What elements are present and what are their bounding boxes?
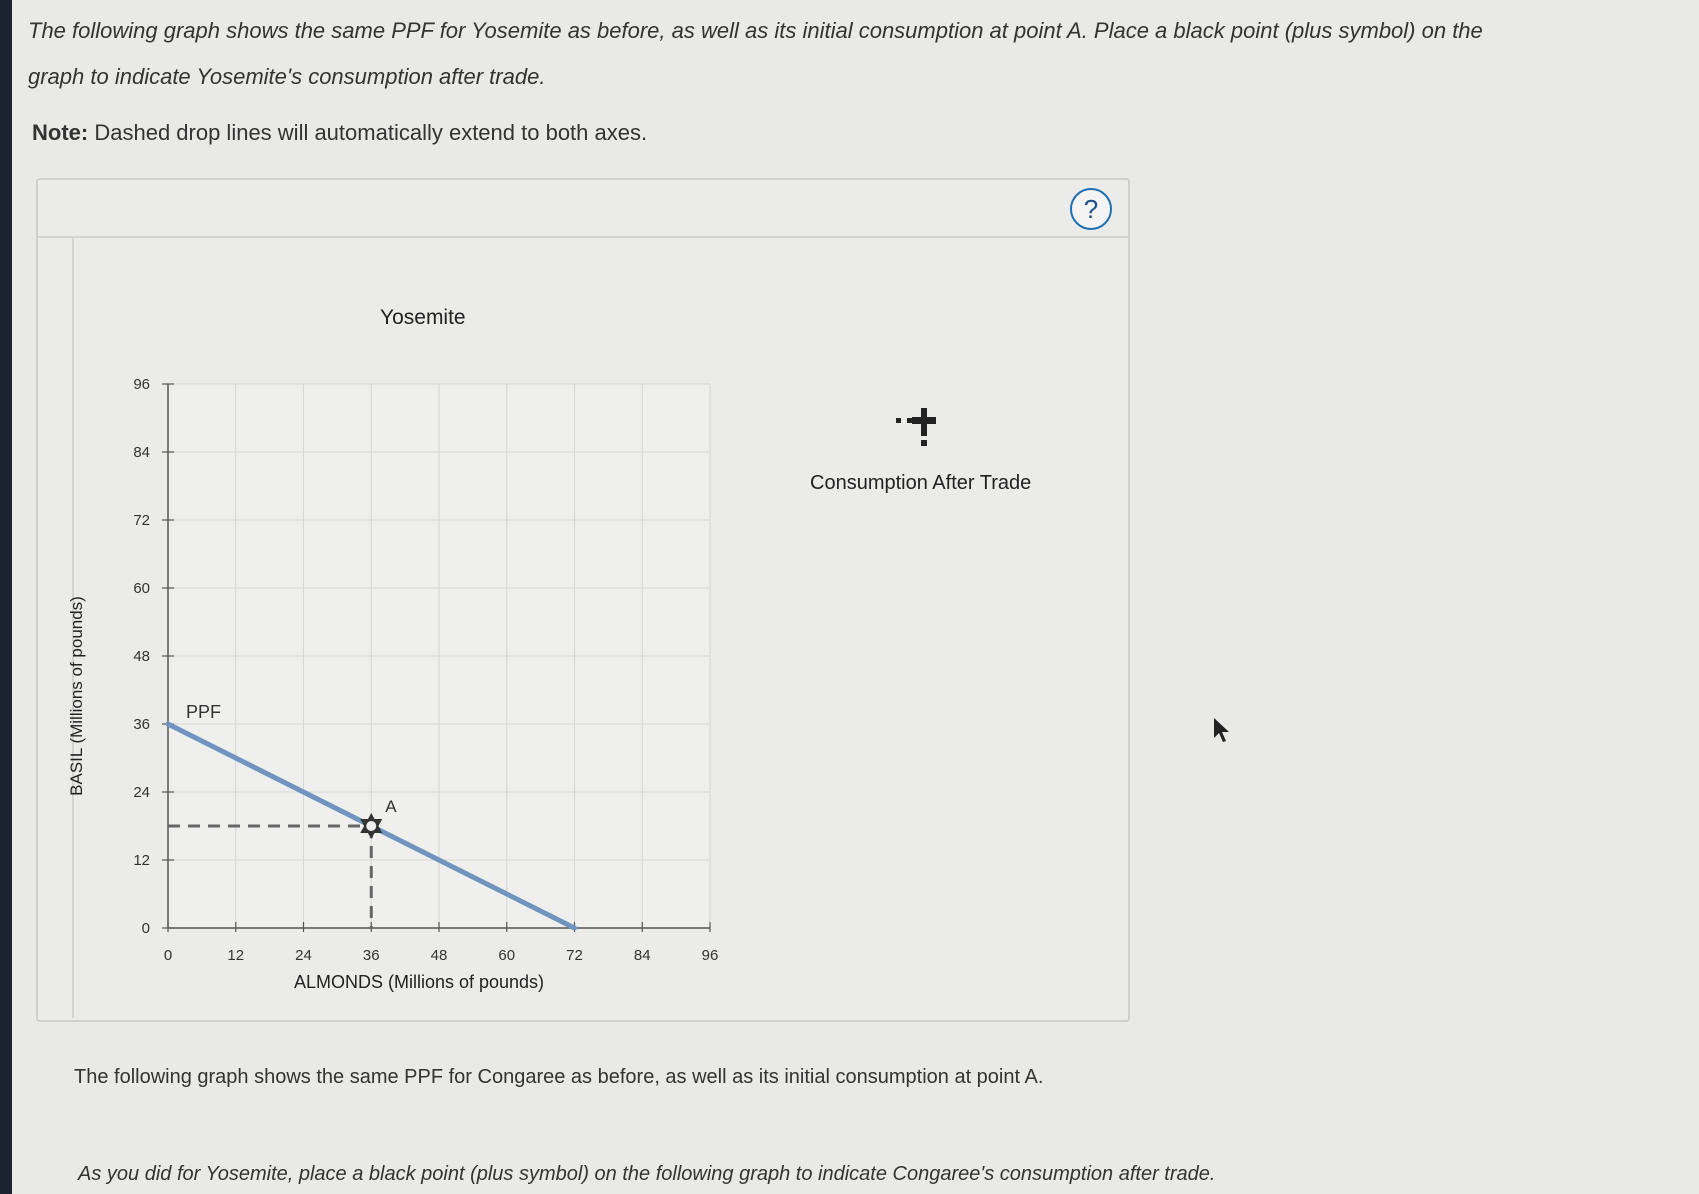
plus-icon (890, 404, 950, 448)
congaree-text: The following graph shows the same PPF for Congaree as before, as well as its initial consumption at point A. (74, 1066, 1044, 1088)
y-tick-label: 96 (133, 376, 150, 393)
question-line-1: The following graph shows the same PPF for Yosemite as before, as well as its initial consumption at point A. Place a black point (plus symbol) on the (28, 18, 1483, 43)
x-axis-label: ALMONDS (Millions of pounds) (293, 972, 545, 992)
x-tick-label: 60 (498, 947, 516, 964)
x-tick-label: 96 (701, 947, 719, 964)
y-tick-label: 36 (133, 716, 150, 733)
y-tick-label: 24 (133, 784, 150, 801)
point-a-center (366, 821, 376, 831)
y-tick-label: 48 (133, 648, 150, 665)
x-tick-label: 72 (566, 947, 583, 964)
x-tick-label: 0 (163, 947, 173, 964)
consumption-after-trade-label: Consumption After Trade (810, 472, 1032, 494)
consumption-after-trade-tool[interactable] (890, 404, 950, 448)
cursor-icon (1212, 716, 1234, 744)
panel-toolbar (38, 180, 1128, 238)
y-axis-label: BASIL (Millions of pounds) (67, 596, 86, 796)
x-tick-label: 84 (633, 947, 651, 964)
x-tick-label: 12 (227, 947, 245, 964)
note (32, 120, 647, 146)
ppf-chart[interactable] (60, 340, 760, 992)
note-label: Note: (32, 120, 89, 145)
point-a-label: A (385, 797, 397, 816)
y-tick-label: 72 (133, 512, 150, 529)
y-tick-label: 84 (133, 444, 150, 461)
x-tick-label: 24 (295, 947, 312, 964)
y-tick-label: 0 (141, 920, 150, 937)
question-text (28, 8, 1648, 100)
x-tick-label: 36 (362, 947, 380, 964)
congaree-instruction: As you did for Yosemite, place a black point (plus symbol) on the following graph to indicate Congaree's consumption after trade. (78, 1163, 1216, 1185)
screen-edge (0, 0, 12, 1194)
chart-title: Yosemite (380, 306, 466, 329)
y-tick-label: 60 (133, 580, 150, 597)
question-line-2: graph to indicate Yosemite's consumption after trade. (28, 64, 546, 89)
x-tick-label: 48 (430, 947, 448, 964)
note-text: Dashed drop lines will automatically extend to both axes. (94, 120, 648, 145)
ppf-label: PPF (186, 702, 222, 722)
help-button[interactable]: ? (1070, 188, 1112, 230)
y-tick-label: 12 (133, 852, 150, 869)
